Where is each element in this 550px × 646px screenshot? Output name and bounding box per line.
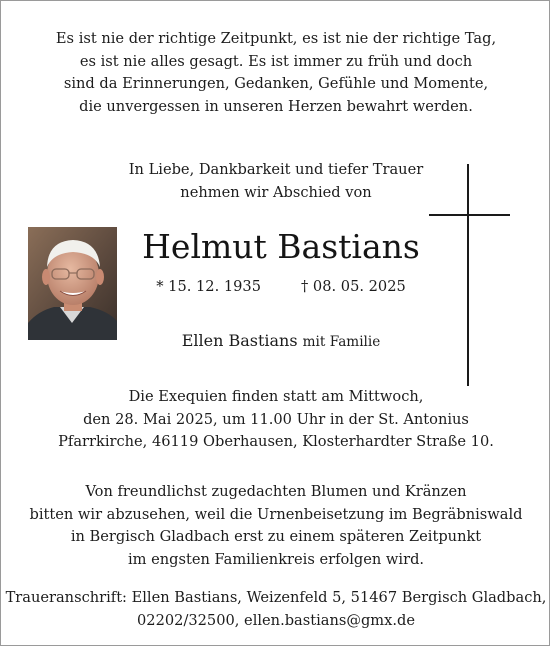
address-line: 02202/32500, ellen.bastians@gmx.de (137, 611, 415, 629)
cross-icon-horizontal (429, 214, 510, 216)
exequien-line: Die Exequien finden statt am Mittwoch, (128, 388, 424, 405)
mourner-name: Ellen Bastians (181, 331, 298, 350)
poem-line: die unvergessen in unseren Herzen bewahrt werden. (79, 97, 473, 115)
life-dates (131, 277, 431, 297)
flowers-line: bitten wir abzusehen, weil die Urnenbeisetzung im Begräbniswald (29, 505, 523, 523)
flowers-note (1, 481, 550, 571)
mourner-suffix: mit Familie (302, 334, 381, 350)
flowers-line: Von freundlichst zugedachten Blumen und Kränzen (85, 483, 467, 500)
mourner-signature (131, 330, 431, 353)
poem-line: Es ist nie der richtige Zeitpunkt, es ist nie der richtige Tag, (55, 30, 497, 47)
mourning-address (1, 587, 550, 632)
exequien-line: den 28. Mai 2025, um 11.00 Uhr in der St. Antonius (83, 410, 469, 428)
poem-text (1, 28, 550, 118)
deceased-name: Helmut Bastians (142, 227, 420, 266)
cross-icon-vertical (467, 164, 469, 386)
address-line: Traueranschrift: Ellen Bastians, Weizenfeld 5, 51467 Bergisch Gladbach, (5, 589, 547, 606)
poem-line: es ist nie alles gesagt. Es ist immer zu früh und doch (79, 52, 473, 70)
intro-line: nehmen wir Abschied von (180, 183, 372, 201)
exequien-line: Pfarrkirche, 46119 Oberhausen, Klosterhardter Straße 10. (58, 433, 494, 451)
portrait-image (28, 227, 117, 340)
intro-line: In Liebe, Dankbarkeit und tiefer Trauer (128, 161, 424, 178)
poem-line: sind da Erinnerungen, Gedanken, Gefühle und Momente, (63, 75, 489, 93)
flowers-line: in Bergisch Gladbach erst zu einem späteren Zeitpunkt (70, 528, 482, 546)
birth-date: * 15. 12. 1935 (156, 278, 261, 295)
flowers-line: im engsten Familienkreis erfolgen wird. (127, 550, 425, 568)
portrait-photo (28, 227, 117, 340)
death-date: † 08. 05. 2025 (301, 278, 406, 295)
exequien-text (1, 386, 550, 454)
